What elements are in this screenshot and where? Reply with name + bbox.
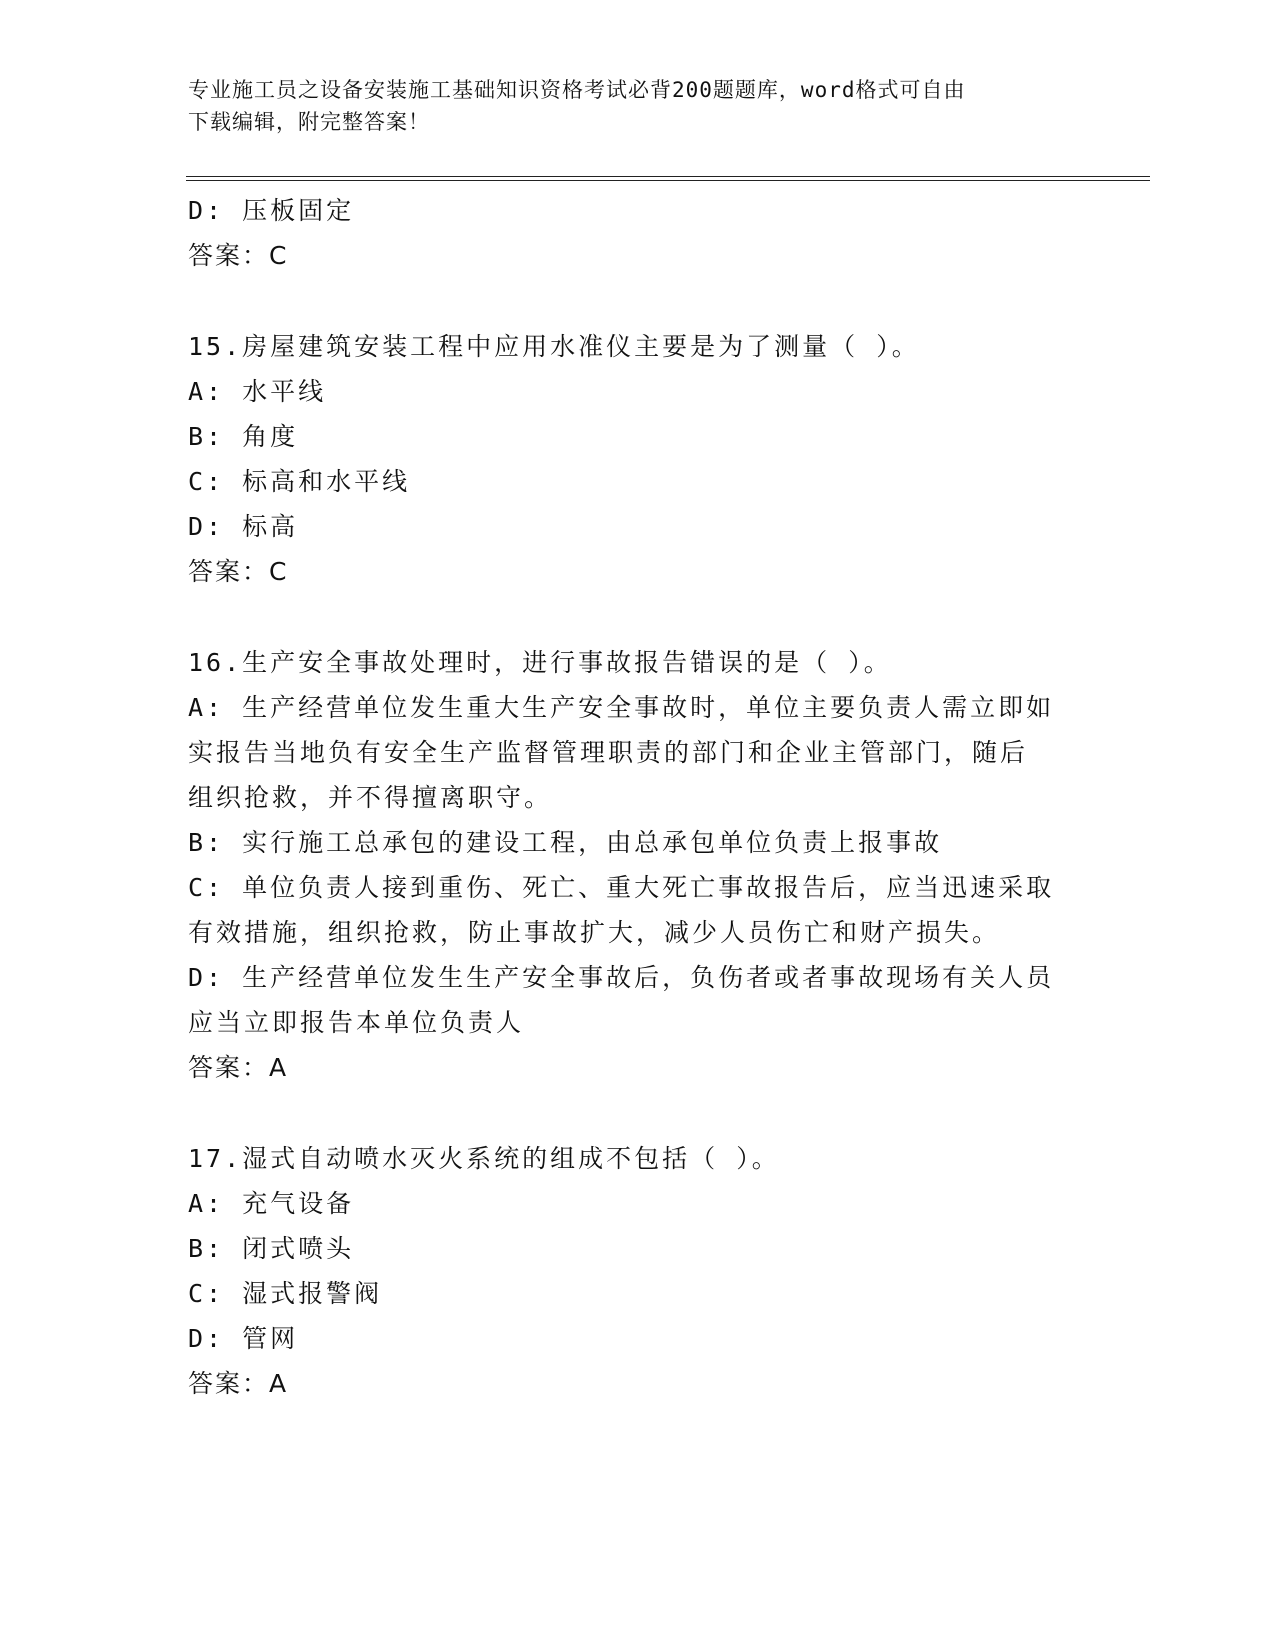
header-divider [186, 176, 1150, 181]
answer-line: 答案：A [188, 1369, 289, 1398]
document-body [188, 188, 1088, 1406]
question-stem: 15.房屋建筑安装工程中应用水准仪主要是为了测量（ ）。 [188, 332, 920, 361]
option-a: A: 水平线 [188, 377, 327, 406]
option-b: B: 角度 [188, 422, 299, 451]
option-d-line-1: D: 生产经营单位发生生产安全事故后，负伤者或者事故现场有关人员 [188, 963, 1055, 992]
option-d: D: 管网 [188, 1324, 299, 1353]
question-15 [188, 324, 1088, 594]
option-a-line-2: 实报告当地负有安全生产监督管理职责的部门和企业主管部门，随后 [188, 738, 1029, 767]
option-b: B: 闭式喷头 [188, 1234, 355, 1263]
answer-line: 答案：C [188, 557, 289, 586]
option-a-line-1: A: 生产经营单位发生重大生产安全事故时，单位主要负责人需立即如 [188, 693, 1055, 722]
option-c-line-2: 有效措施，组织抢救，防止事故扩大，减少人员伤亡和财产损失。 [188, 918, 1001, 947]
answer-line: 答案：C [188, 241, 289, 270]
option-c-line-1: C: 单位负责人接到重伤、死亡、重大死亡事故报告后，应当迅速采取 [188, 873, 1055, 902]
option-d: D: 压板固定 [188, 196, 355, 225]
option-a-line-3: 组织抢救，并不得擅离职守。 [188, 783, 553, 812]
question-14-tail [188, 188, 1088, 278]
question-16 [188, 640, 1088, 1090]
option-d: D: 标高 [188, 512, 299, 541]
option-b: B: 实行施工总承包的建设工程，由总承包单位负责上报事故 [188, 828, 943, 857]
option-d-line-2: 应当立即报告本单位负责人 [188, 1008, 525, 1037]
option-c: C: 湿式报警阀 [188, 1279, 383, 1308]
question-stem: 17.湿式自动喷水灭火系统的组成不包括（ ）。 [188, 1144, 780, 1173]
header-title-line-2: 下载编辑，附完整答案！ [188, 110, 430, 134]
header-title-line-1: 专业施工员之设备安装施工基础知识资格考试必背200题题库，word格式可自由 [188, 78, 966, 102]
question-stem: 16.生产安全事故处理时，进行事故报告错误的是（ ）。 [188, 648, 892, 677]
option-a: A: 充气设备 [188, 1189, 355, 1218]
option-c: C: 标高和水平线 [188, 467, 411, 496]
document-header [188, 74, 1088, 138]
question-17 [188, 1136, 1088, 1406]
answer-line: 答案：A [188, 1053, 289, 1082]
